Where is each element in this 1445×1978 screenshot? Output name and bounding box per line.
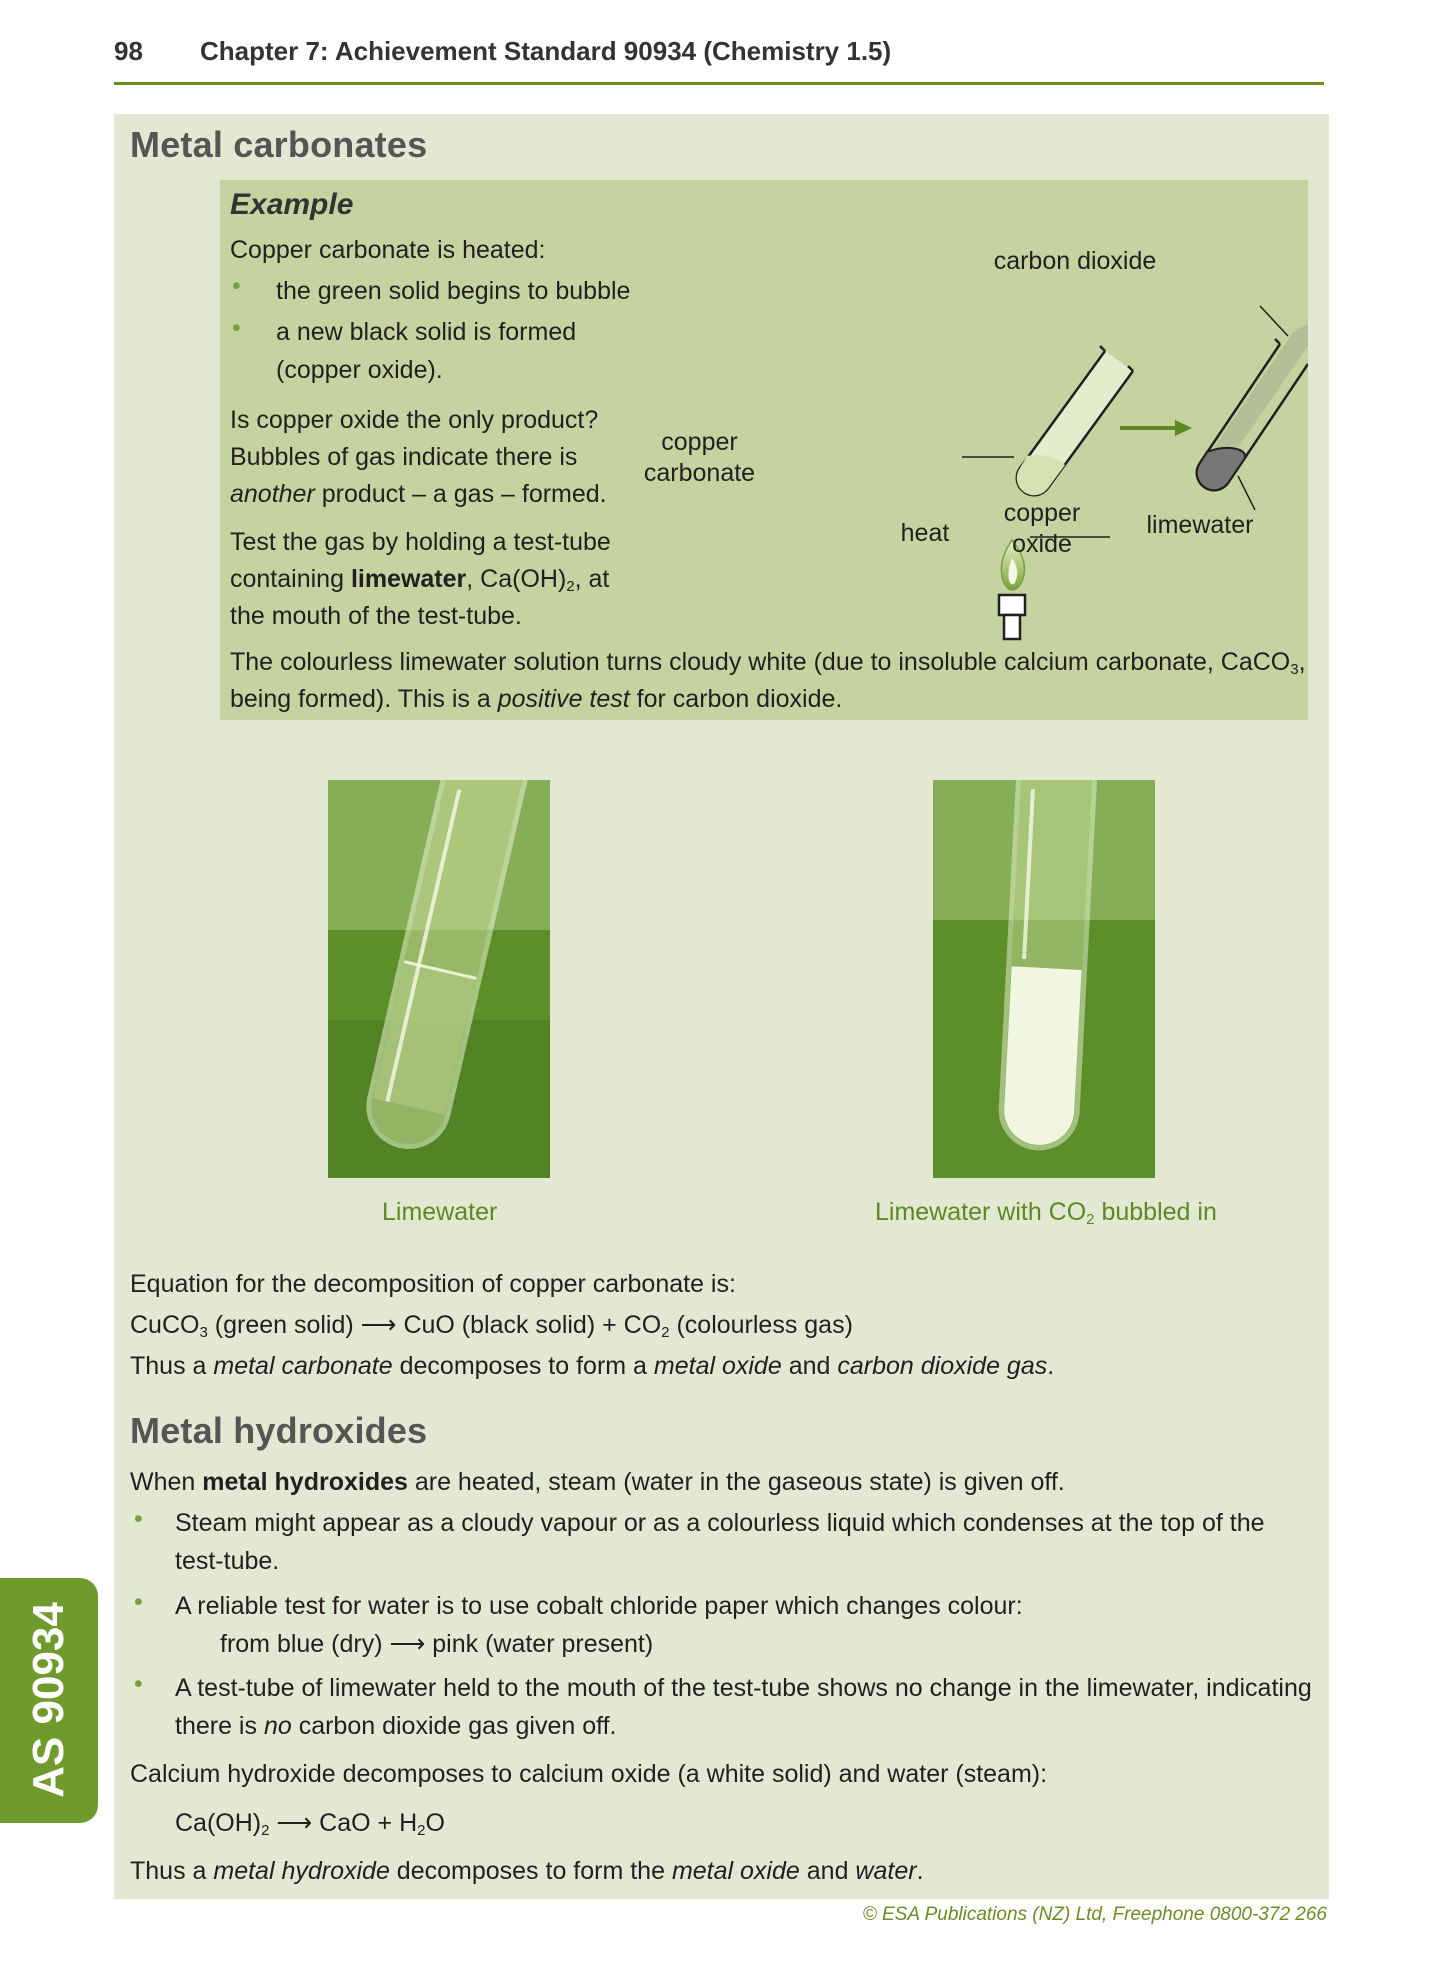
para3-line1: The colourless limewater solution turns cloudy white (due to insoluble calcium carbonate, CaCO$_3$, (230, 648, 1306, 678)
photo-limewater (328, 780, 550, 1178)
bullet-dot: • (232, 272, 241, 300)
bullet-dot: • (232, 314, 241, 342)
bullet-dot: • (134, 1670, 143, 1698)
test-tube-copper-carbonate (1017, 346, 1133, 495)
bullet-dot: • (134, 1505, 143, 1533)
caption-limewater: Limewater (382, 1198, 498, 1226)
label-limewater: limewater (1146, 511, 1254, 539)
hydroxide-bullet-1-line1: Steam might appear as a cloudy vapour or as a colourless liquid which condenses at the top of the (175, 1509, 1265, 1537)
hydroxide-bullet-3-line2: there is no carbon dioxide gas given off. (175, 1712, 617, 1740)
label-copper-carbonate: copper carbonate (643, 428, 756, 487)
label-line (1260, 306, 1288, 336)
page-number: 98 (114, 36, 143, 66)
arrow-right-icon (1120, 420, 1192, 436)
para1-line1: Is copper oxide the only product? (230, 406, 599, 434)
example-intro: Copper carbonate is heated: (230, 236, 546, 264)
label-copper-oxide: copper oxide (1003, 499, 1081, 558)
equation-line: CuCO$_3$ (green solid) ⟶ CuO (black solid) + $CO_2$ (colourless gas) (130, 1311, 853, 1341)
photo-limewater-with-co2 (933, 780, 1155, 1178)
label-line (1238, 476, 1255, 510)
bullet-dot: • (134, 1588, 143, 1616)
footer-copyright: © ESA Publications (NZ) Ltd, Freephone 0800-372 266 (862, 1904, 1327, 1925)
para1-line2: Bubbles of gas indicate there is (230, 443, 578, 471)
example-bullet-2-cont: (copper oxide). (276, 356, 443, 384)
para3-line2: being formed). This is a positive test for carbon dioxide. (230, 685, 843, 713)
example-bullet-1: the green solid begins to bubble (276, 277, 631, 305)
chapter-title: Chapter 7: Achievement Standard 90934 (Chemistry 1.5) (200, 36, 892, 66)
hydroxides-intro: When metal hydroxides are heated, steam (water in the gaseous state) is given off. (130, 1468, 1065, 1496)
decomposition-intro: Calcium hydroxide decomposes to calcium oxide (a white solid) and water (steam): (130, 1760, 1048, 1788)
label-carbon-dioxide: carbon dioxide (993, 247, 1157, 275)
label-heat: heat (900, 519, 950, 547)
hydroxide-equation: $Ca(OH)_2$ ⟶ CaO + $H_2O$ (175, 1809, 445, 1839)
equation-intro: Equation for the decomposition of copper carbonate is: (130, 1270, 736, 1298)
side-tab-label: AS 90934 (24, 1602, 73, 1798)
section-title-metal-carbonates: Metal carbonates (130, 124, 428, 165)
hydroxide-bullet-2-line1: A reliable test for water is to use cobalt chloride paper which changes colour: (175, 1592, 1023, 1620)
page-header (114, 30, 1324, 85)
example-title: Example (230, 188, 354, 221)
hydroxide-bullet-2-line2: from blue (dry) ⟶ pink (water present) (220, 1630, 654, 1658)
hydroxide-summary: Thus a metal hydroxide decomposes to form the metal oxide and water. (130, 1857, 924, 1885)
hydroxide-bullet-3-line1: A test-tube of limewater held to the mouth of the test-tube shows no change in the limewater, indicating (175, 1674, 1312, 1702)
hydroxide-bullet-1-line2: test-tube. (175, 1547, 280, 1575)
example-box (220, 180, 1308, 720)
para2-line2: containing limewater, $Ca(OH)_2$, at (230, 565, 610, 595)
example-bullet-2: a new black solid is formed (276, 318, 577, 346)
para2-line1: Test the gas by holding a test-tube (230, 528, 611, 556)
carbonate-summary: Thus a metal carbonate decomposes to form a metal oxide and carbon dioxide gas. (130, 1352, 1055, 1380)
side-tab (0, 1578, 98, 1823)
caption-limewater-co2: Limewater with $CO_2$ bubbled in (875, 1198, 1217, 1228)
co2-gas-haze (1214, 334, 1308, 465)
para2-line3: the mouth of the test-tube. (230, 602, 522, 630)
para1-line3: another product – a gas – formed. (230, 480, 607, 508)
section-title-metal-hydroxides: Metal hydroxides (130, 1410, 428, 1451)
